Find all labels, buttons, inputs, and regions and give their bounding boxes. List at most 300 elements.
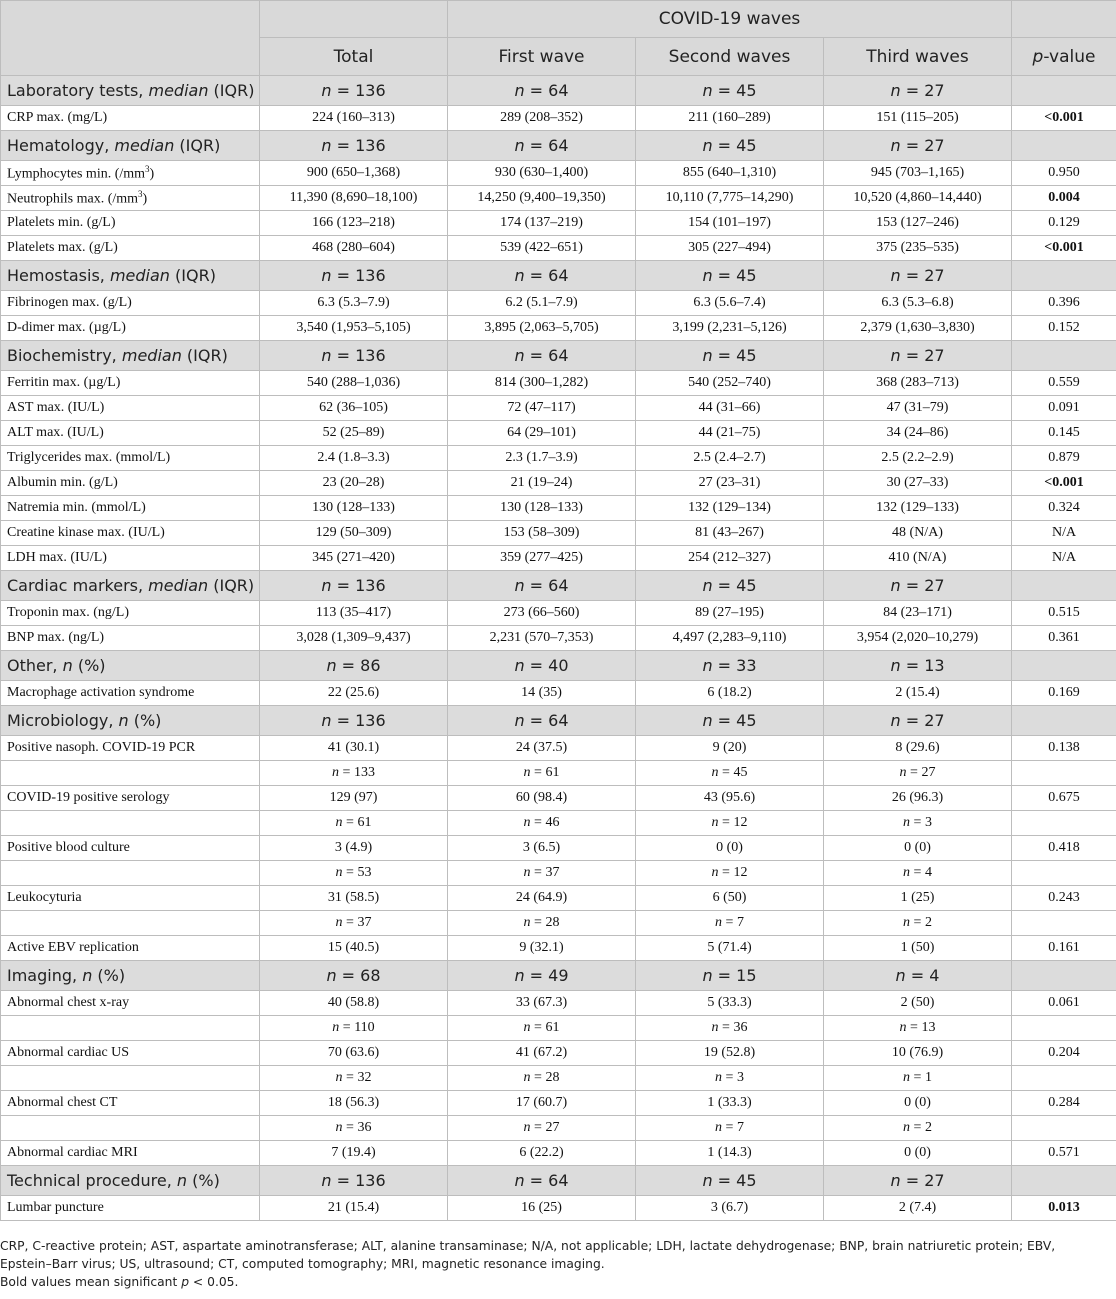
- cell-first-wave: n = 64: [448, 76, 636, 106]
- cell-total: 52 (25–89): [260, 421, 448, 446]
- cell-second-waves: 4,497 (2,283–9,110): [636, 626, 824, 651]
- cell-third-waves: 2 (7.4): [824, 1196, 1012, 1221]
- cell-p-value: [1012, 811, 1116, 836]
- table-row: [1, 736, 1116, 761]
- cell-second-waves: 89 (27–195): [636, 601, 824, 626]
- cell-total: n = 136: [260, 341, 448, 371]
- cell-third-waves: 34 (24–86): [824, 421, 1012, 446]
- cell-third-waves: n = 2: [824, 911, 1012, 936]
- cell-total: n = 136: [260, 1166, 448, 1196]
- cell-first-wave: n = 64: [448, 571, 636, 601]
- row-label: [1, 1016, 260, 1041]
- cell-third-waves: 1 (50): [824, 936, 1012, 961]
- table-row: [1, 396, 1116, 421]
- row-label: D-dimer max. (µg/L): [1, 316, 260, 341]
- cell-p-value: 0.675: [1012, 786, 1116, 811]
- cell-p-value: 0.004: [1012, 186, 1116, 211]
- cell-first-wave: 14,250 (9,400–19,350): [448, 186, 636, 211]
- cell-second-waves: n = 45: [636, 76, 824, 106]
- cell-total: n = 136: [260, 706, 448, 736]
- cell-first-wave: 289 (208–352): [448, 106, 636, 131]
- cell-third-waves: 48 (N/A): [824, 521, 1012, 546]
- sample-size-row: [1, 911, 1116, 936]
- row-label: Troponin max. (ng/L): [1, 601, 260, 626]
- table-row: [1, 601, 1116, 626]
- cell-third-waves: 2,379 (1,630–3,830): [824, 316, 1012, 341]
- cell-first-wave: n = 64: [448, 1166, 636, 1196]
- table-row: [1, 1041, 1116, 1066]
- cell-p-value: 0.061: [1012, 991, 1116, 1016]
- section-label: Microbiology, n (%): [1, 706, 260, 736]
- cell-first-wave: 21 (19–24): [448, 471, 636, 496]
- cell-third-waves: 368 (283–713): [824, 371, 1012, 396]
- table-row: [1, 236, 1116, 261]
- cell-first-wave: n = 64: [448, 706, 636, 736]
- cell-second-waves: n = 36: [636, 1016, 824, 1041]
- cell-total: n = 136: [260, 131, 448, 161]
- table-row: [1, 886, 1116, 911]
- cell-total: 3,028 (1,309–9,437): [260, 626, 448, 651]
- cell-total: 31 (58.5): [260, 886, 448, 911]
- cell-p-value: [1012, 706, 1116, 736]
- row-label: Abnormal cardiac US: [1, 1041, 260, 1066]
- cell-p-value: 0.204: [1012, 1041, 1116, 1066]
- row-label: BNP max. (ng/L): [1, 626, 260, 651]
- cell-p-value: [1012, 961, 1116, 991]
- section-label: Cardiac markers, median (IQR): [1, 571, 260, 601]
- cell-third-waves: 153 (127–246): [824, 211, 1012, 236]
- cell-p-value: <0.001: [1012, 236, 1116, 261]
- cell-third-waves: 375 (235–535): [824, 236, 1012, 261]
- cell-second-waves: 81 (43–267): [636, 521, 824, 546]
- cell-first-wave: 64 (29–101): [448, 421, 636, 446]
- cell-total: 62 (36–105): [260, 396, 448, 421]
- cell-first-wave: 72 (47–117): [448, 396, 636, 421]
- cell-p-value: [1012, 571, 1116, 601]
- cell-third-waves: n = 1: [824, 1066, 1012, 1091]
- cell-third-waves: 3,954 (2,020–10,279): [824, 626, 1012, 651]
- cell-first-wave: 814 (300–1,282): [448, 371, 636, 396]
- cell-p-value: 0.515: [1012, 601, 1116, 626]
- cell-second-waves: 5 (71.4): [636, 936, 824, 961]
- cell-second-waves: n = 12: [636, 861, 824, 886]
- cell-first-wave: 2,231 (570–7,353): [448, 626, 636, 651]
- cell-first-wave: 41 (67.2): [448, 1041, 636, 1066]
- cell-second-waves: 154 (101–197): [636, 211, 824, 236]
- cell-first-wave: n = 46: [448, 811, 636, 836]
- table-row: [1, 936, 1116, 961]
- cell-first-wave: 14 (35): [448, 681, 636, 706]
- cell-second-waves: 6.3 (5.6–7.4): [636, 291, 824, 316]
- cell-third-waves: n = 27: [824, 261, 1012, 291]
- cell-second-waves: 6 (18.2): [636, 681, 824, 706]
- cell-total: n = 136: [260, 571, 448, 601]
- cell-third-waves: 0 (0): [824, 1141, 1012, 1166]
- table-row: [1, 1196, 1116, 1221]
- cell-second-waves: 540 (252–740): [636, 371, 824, 396]
- cell-first-wave: n = 28: [448, 1066, 636, 1091]
- row-label: ALT max. (IU/L): [1, 421, 260, 446]
- header-corner-cell: [1, 1, 260, 76]
- cell-total: n = 110: [260, 1016, 448, 1041]
- section-row: [1, 706, 1116, 736]
- cell-p-value: [1012, 261, 1116, 291]
- cell-total: 18 (56.3): [260, 1091, 448, 1116]
- cell-second-waves: n = 45: [636, 761, 824, 786]
- cell-second-waves: 132 (129–134): [636, 496, 824, 521]
- cell-total: 41 (30.1): [260, 736, 448, 761]
- sample-size-row: [1, 1016, 1116, 1041]
- significance-note: Bold values mean significant p < 0.05.: [0, 1275, 239, 1289]
- cell-total: 113 (35–417): [260, 601, 448, 626]
- section-label: Laboratory tests, median (IQR): [1, 76, 260, 106]
- row-label: CRP max. (mg/L): [1, 106, 260, 131]
- cell-total: n = 86: [260, 651, 448, 681]
- cell-third-waves: 10 (76.9): [824, 1041, 1012, 1066]
- sample-size-row: [1, 761, 1116, 786]
- cell-second-waves: 305 (227–494): [636, 236, 824, 261]
- section-row: [1, 651, 1116, 681]
- cell-p-value: 0.145: [1012, 421, 1116, 446]
- cell-total: 70 (63.6): [260, 1041, 448, 1066]
- cell-first-wave: 3,895 (2,063–5,705): [448, 316, 636, 341]
- cell-third-waves: n = 27: [824, 761, 1012, 786]
- cell-third-waves: 945 (703–1,165): [824, 161, 1012, 186]
- cell-total: n = 53: [260, 861, 448, 886]
- sample-size-row: [1, 1116, 1116, 1141]
- cell-third-waves: 151 (115–205): [824, 106, 1012, 131]
- cell-p-value: 0.243: [1012, 886, 1116, 911]
- row-label: [1, 1066, 260, 1091]
- cell-third-waves: n = 4: [824, 861, 1012, 886]
- cell-p-value: 0.418: [1012, 836, 1116, 861]
- cell-p-value: 0.091: [1012, 396, 1116, 421]
- cell-total: 15 (40.5): [260, 936, 448, 961]
- table-row: [1, 496, 1116, 521]
- cell-second-waves: 855 (640–1,310): [636, 161, 824, 186]
- cell-total: 3,540 (1,953–5,105): [260, 316, 448, 341]
- section-label: Hemostasis, median (IQR): [1, 261, 260, 291]
- cell-first-wave: 539 (422–651): [448, 236, 636, 261]
- header-row-group: [1, 1, 1116, 38]
- row-label: Macrophage activation syndrome: [1, 681, 260, 706]
- cell-total: 129 (97): [260, 786, 448, 811]
- section-row: [1, 261, 1116, 291]
- cell-second-waves: n = 33: [636, 651, 824, 681]
- table-row: [1, 1141, 1116, 1166]
- cell-second-waves: n = 3: [636, 1066, 824, 1091]
- cell-total: n = 68: [260, 961, 448, 991]
- section-row: [1, 571, 1116, 601]
- cell-third-waves: n = 2: [824, 1116, 1012, 1141]
- cell-total: 166 (123–218): [260, 211, 448, 236]
- cell-total: 23 (20–28): [260, 471, 448, 496]
- cell-third-waves: 0 (0): [824, 1091, 1012, 1116]
- cell-third-waves: 2.5 (2.2–2.9): [824, 446, 1012, 471]
- row-label: [1, 811, 260, 836]
- table-row: [1, 786, 1116, 811]
- cell-third-waves: 2 (50): [824, 991, 1012, 1016]
- cell-third-waves: n = 13: [824, 1016, 1012, 1041]
- cell-p-value: 0.324: [1012, 496, 1116, 521]
- cell-first-wave: 17 (60.7): [448, 1091, 636, 1116]
- row-label: Neutrophils max. $(/mm^3)$: [1, 186, 260, 211]
- cell-p-value: 0.129: [1012, 211, 1116, 236]
- sample-size-row: [1, 1066, 1116, 1091]
- row-label: Abnormal cardiac MRI: [1, 1141, 260, 1166]
- cell-p-value: 0.169: [1012, 681, 1116, 706]
- cell-p-value: [1012, 911, 1116, 936]
- cell-first-wave: 3 (6.5): [448, 836, 636, 861]
- cell-second-waves: n = 12: [636, 811, 824, 836]
- cell-p-value: [1012, 861, 1116, 886]
- cell-total: 129 (50–309): [260, 521, 448, 546]
- row-label: Lymphocytes min. $(/mm^3)$: [1, 161, 260, 186]
- cell-third-waves: 6.3 (5.3–6.8): [824, 291, 1012, 316]
- table-row: [1, 1091, 1116, 1116]
- cell-p-value: 0.284: [1012, 1091, 1116, 1116]
- cell-total: 21 (15.4): [260, 1196, 448, 1221]
- row-label: Triglycerides max. (mmol/L): [1, 446, 260, 471]
- abbreviations-note: CRP, C-reactive protein; AST, aspartate aminotransferase; ALT, alanine transaminase; N/A, not applicable; LDH, lactate dehydrogenase; BNP, brain natriuretic protein; EBV, Epstein–Barr virus; US, ultrasound; CT, computed tomography; MRI, magnetic resonance imaging.: [0, 1239, 1056, 1271]
- section-label: Hematology, median (IQR): [1, 131, 260, 161]
- cell-third-waves: 1 (25): [824, 886, 1012, 911]
- cell-third-waves: 410 (N/A): [824, 546, 1012, 571]
- cell-total: n = 136: [260, 261, 448, 291]
- row-label: [1, 1116, 260, 1141]
- cell-p-value: 0.559: [1012, 371, 1116, 396]
- table-row: [1, 546, 1116, 571]
- cell-p-value: 0.950: [1012, 161, 1116, 186]
- row-label: Platelets max. (g/L): [1, 236, 260, 261]
- cell-p-value: N/A: [1012, 521, 1116, 546]
- cell-first-wave: 6 (22.2): [448, 1141, 636, 1166]
- section-label: Biochemistry, median (IQR): [1, 341, 260, 371]
- cell-second-waves: 1 (14.3): [636, 1141, 824, 1166]
- cell-second-waves: 3,199 (2,231–5,126): [636, 316, 824, 341]
- cell-total: 345 (271–420): [260, 546, 448, 571]
- cell-first-wave: 174 (137–219): [448, 211, 636, 236]
- cell-third-waves: 47 (31–79): [824, 396, 1012, 421]
- cell-first-wave: 60 (98.4): [448, 786, 636, 811]
- cell-p-value: 0.396: [1012, 291, 1116, 316]
- cell-total: 540 (288–1,036): [260, 371, 448, 396]
- cell-first-wave: n = 64: [448, 261, 636, 291]
- row-label: [1, 911, 260, 936]
- cell-total: n = 136: [260, 76, 448, 106]
- column-header-first-wave: First wave: [448, 38, 636, 76]
- section-row: [1, 131, 1116, 161]
- cell-p-value: [1012, 1066, 1116, 1091]
- row-label: Albumin min. (g/L): [1, 471, 260, 496]
- cell-total: n = 37: [260, 911, 448, 936]
- cell-second-waves: 1 (33.3): [636, 1091, 824, 1116]
- cell-p-value: [1012, 1166, 1116, 1196]
- table-row: [1, 521, 1116, 546]
- cell-first-wave: n = 61: [448, 1016, 636, 1041]
- table-row: [1, 106, 1116, 131]
- row-label: AST max. (IU/L): [1, 396, 260, 421]
- cell-total: 130 (128–133): [260, 496, 448, 521]
- table-row: [1, 211, 1116, 236]
- cell-third-waves: n = 13: [824, 651, 1012, 681]
- table-row: [1, 991, 1116, 1016]
- cell-third-waves: n = 27: [824, 1166, 1012, 1196]
- cell-first-wave: 153 (58–309): [448, 521, 636, 546]
- column-header-third-waves: Third waves: [824, 38, 1012, 76]
- cell-second-waves: 43 (95.6): [636, 786, 824, 811]
- cell-first-wave: 24 (64.9): [448, 886, 636, 911]
- section-row: [1, 76, 1116, 106]
- table-row: [1, 316, 1116, 341]
- column-header-second-waves: Second waves: [636, 38, 824, 76]
- cell-third-waves: 30 (27–33): [824, 471, 1012, 496]
- cell-second-waves: n = 45: [636, 571, 824, 601]
- cell-total: 22 (25.6): [260, 681, 448, 706]
- cell-p-value: 0.013: [1012, 1196, 1116, 1221]
- cell-first-wave: n = 64: [448, 341, 636, 371]
- section-label: Other, n (%): [1, 651, 260, 681]
- cell-p-value: 0.138: [1012, 736, 1116, 761]
- cell-first-wave: n = 28: [448, 911, 636, 936]
- cell-first-wave: n = 27: [448, 1116, 636, 1141]
- row-label: LDH max. (IU/L): [1, 546, 260, 571]
- cell-first-wave: 6.2 (5.1–7.9): [448, 291, 636, 316]
- cell-third-waves: 84 (23–171): [824, 601, 1012, 626]
- row-label: Active EBV replication: [1, 936, 260, 961]
- section-row: [1, 961, 1116, 991]
- section-row: [1, 1166, 1116, 1196]
- row-label: Fibrinogen max. (g/L): [1, 291, 260, 316]
- cell-second-waves: n = 45: [636, 131, 824, 161]
- cell-p-value: 0.361: [1012, 626, 1116, 651]
- cell-p-value: 0.152: [1012, 316, 1116, 341]
- table-row: [1, 836, 1116, 861]
- cell-p-value: [1012, 76, 1116, 106]
- cell-first-wave: 24 (37.5): [448, 736, 636, 761]
- cell-third-waves: 132 (129–133): [824, 496, 1012, 521]
- cell-second-waves: n = 7: [636, 911, 824, 936]
- row-label: Positive blood culture: [1, 836, 260, 861]
- sample-size-row: [1, 811, 1116, 836]
- cell-total: n = 32: [260, 1066, 448, 1091]
- cell-first-wave: n = 64: [448, 131, 636, 161]
- cell-second-waves: 2.5 (2.4–2.7): [636, 446, 824, 471]
- cell-p-value: [1012, 1016, 1116, 1041]
- row-label: Ferritin max. (µg/L): [1, 371, 260, 396]
- cell-third-waves: n = 27: [824, 706, 1012, 736]
- cell-p-value: <0.001: [1012, 471, 1116, 496]
- row-label: COVID-19 positive serology: [1, 786, 260, 811]
- row-label: Positive nasoph. COVID-19 PCR: [1, 736, 260, 761]
- cell-total: 224 (160–313): [260, 106, 448, 131]
- cell-total: 3 (4.9): [260, 836, 448, 861]
- cell-second-waves: 5 (33.3): [636, 991, 824, 1016]
- cell-first-wave: n = 40: [448, 651, 636, 681]
- table-row: [1, 371, 1116, 396]
- cell-p-value: [1012, 651, 1116, 681]
- cell-second-waves: n = 45: [636, 261, 824, 291]
- header-blank-cell: [1012, 1, 1116, 38]
- cell-second-waves: 19 (52.8): [636, 1041, 824, 1066]
- cell-p-value: 0.571: [1012, 1141, 1116, 1166]
- cell-first-wave: 33 (67.3): [448, 991, 636, 1016]
- cell-second-waves: 254 (212–327): [636, 546, 824, 571]
- cell-first-wave: 2.3 (1.7–3.9): [448, 446, 636, 471]
- cell-first-wave: n = 49: [448, 961, 636, 991]
- cell-third-waves: 26 (96.3): [824, 786, 1012, 811]
- header-blank-cell: [260, 1, 448, 38]
- cell-p-value: N/A: [1012, 546, 1116, 571]
- cell-second-waves: n = 45: [636, 341, 824, 371]
- cell-total: 6.3 (5.3–7.9): [260, 291, 448, 316]
- cell-p-value: 0.161: [1012, 936, 1116, 961]
- cell-total: 900 (650–1,368): [260, 161, 448, 186]
- cell-total: 7 (19.4): [260, 1141, 448, 1166]
- table-row: [1, 446, 1116, 471]
- cell-second-waves: 6 (50): [636, 886, 824, 911]
- row-label: Platelets min. (g/L): [1, 211, 260, 236]
- row-label: Lumbar puncture: [1, 1196, 260, 1221]
- table-row: [1, 161, 1116, 186]
- cell-second-waves: 0 (0): [636, 836, 824, 861]
- column-header-total: Total: [260, 38, 448, 76]
- cell-second-waves: 9 (20): [636, 736, 824, 761]
- cell-first-wave: 130 (128–133): [448, 496, 636, 521]
- row-label: Creatine kinase max. (IU/L): [1, 521, 260, 546]
- cell-second-waves: 211 (160–289): [636, 106, 824, 131]
- cell-third-waves: n = 27: [824, 341, 1012, 371]
- row-label: Abnormal chest x-ray: [1, 991, 260, 1016]
- cell-first-wave: 930 (630–1,400): [448, 161, 636, 186]
- cell-second-waves: 44 (21–75): [636, 421, 824, 446]
- cell-third-waves: n = 27: [824, 131, 1012, 161]
- cell-first-wave: n = 37: [448, 861, 636, 886]
- cell-p-value: 0.879: [1012, 446, 1116, 471]
- cell-total: n = 36: [260, 1116, 448, 1141]
- table-row: [1, 681, 1116, 706]
- row-label: Leukocyturia: [1, 886, 260, 911]
- table-row: [1, 291, 1116, 316]
- cell-second-waves: n = 7: [636, 1116, 824, 1141]
- cell-total: n = 61: [260, 811, 448, 836]
- cell-first-wave: 273 (66–560): [448, 601, 636, 626]
- cell-first-wave: 9 (32.1): [448, 936, 636, 961]
- table-body: [1, 1, 1116, 1221]
- row-label: [1, 761, 260, 786]
- cell-p-value: [1012, 1116, 1116, 1141]
- cell-first-wave: 359 (277–425): [448, 546, 636, 571]
- table-row: [1, 421, 1116, 446]
- cell-second-waves: 3 (6.7): [636, 1196, 824, 1221]
- cell-total: 2.4 (1.8–3.3): [260, 446, 448, 471]
- row-label: Natremia min. (mmol/L): [1, 496, 260, 521]
- cell-total: 11,390 (8,690–18,100): [260, 186, 448, 211]
- group-header: COVID-19 waves: [448, 1, 1012, 38]
- cell-second-waves: n = 45: [636, 1166, 824, 1196]
- cell-third-waves: n = 27: [824, 571, 1012, 601]
- cell-first-wave: 16 (25): [448, 1196, 636, 1221]
- column-header-p-value: p-value: [1012, 38, 1116, 76]
- cell-third-waves: n = 4: [824, 961, 1012, 991]
- cell-third-waves: 0 (0): [824, 836, 1012, 861]
- cell-second-waves: 27 (23–31): [636, 471, 824, 496]
- cell-third-waves: 2 (15.4): [824, 681, 1012, 706]
- sample-size-row: [1, 861, 1116, 886]
- cell-third-waves: 8 (29.6): [824, 736, 1012, 761]
- cell-third-waves: 10,520 (4,860–14,440): [824, 186, 1012, 211]
- table-row: [1, 471, 1116, 496]
